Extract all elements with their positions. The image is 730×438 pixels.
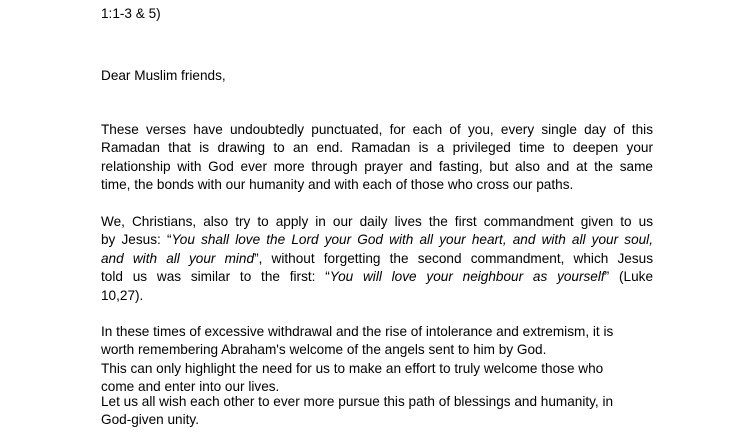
paragraph-line: relationship with God ever more through prayer and fasting, but also and at the same <box>101 158 653 174</box>
paragraph-line <box>101 231 653 249</box>
quote-italic: You will love your neighbour as yourself <box>329 269 605 285</box>
paragraph-line: This can only highlight the need for us to make an effort to truly welcome those who <box>101 360 604 376</box>
paragraph-line: come and enter into our lives. <box>101 379 280 395</box>
paragraph-commandment <box>101 213 653 305</box>
text-run: ”, without forgetting the second commandment, which Jesus <box>254 250 653 266</box>
paragraph-line: These verses have undoubtedly punctuated, for each of you, every single day of this <box>101 122 653 137</box>
scripture-reference: 1:1-3 & 5) <box>101 6 161 21</box>
text-run: by Jesus: “ <box>101 232 172 248</box>
paragraph-line: Let us all wish each other to ever more pursue this path of blessings and humanity, in <box>101 394 614 409</box>
paragraph-line: We, Christians, also try to apply in our daily lives the first commandment given to us <box>101 214 653 229</box>
quote-italic: You shall love the Lord your God with all your heart, and with all your soul, <box>171 232 653 248</box>
paragraph-ramadan <box>101 121 653 195</box>
paragraph-unity <box>101 393 653 430</box>
paragraph-line: In these times of excessive withdrawal and the rise of intolerance and extremism, it is <box>101 324 614 339</box>
paragraph-line <box>101 268 653 286</box>
paragraph-line: time, the bonds with our humanity and with each of those who cross our paths. <box>101 177 574 193</box>
text-run: ” (Luke <box>604 269 654 285</box>
paragraph-line: worth remembering Abraham's welcome of the angels sent to him by God. <box>101 342 547 358</box>
text-run: told us was similar to the first: “ <box>101 269 330 285</box>
paragraph-abraham <box>101 323 653 397</box>
greeting: Dear Muslim friends, <box>101 68 226 83</box>
paragraph-line: Ramadan that is drawing to an end. Ramadan is a privileged time to deepen your <box>101 140 653 156</box>
paragraph-line: God-given unity. <box>101 412 199 428</box>
paragraph-line <box>101 250 653 268</box>
paragraph-line: 10,27). <box>101 287 144 303</box>
quote-italic: and with all your mind <box>101 250 255 266</box>
